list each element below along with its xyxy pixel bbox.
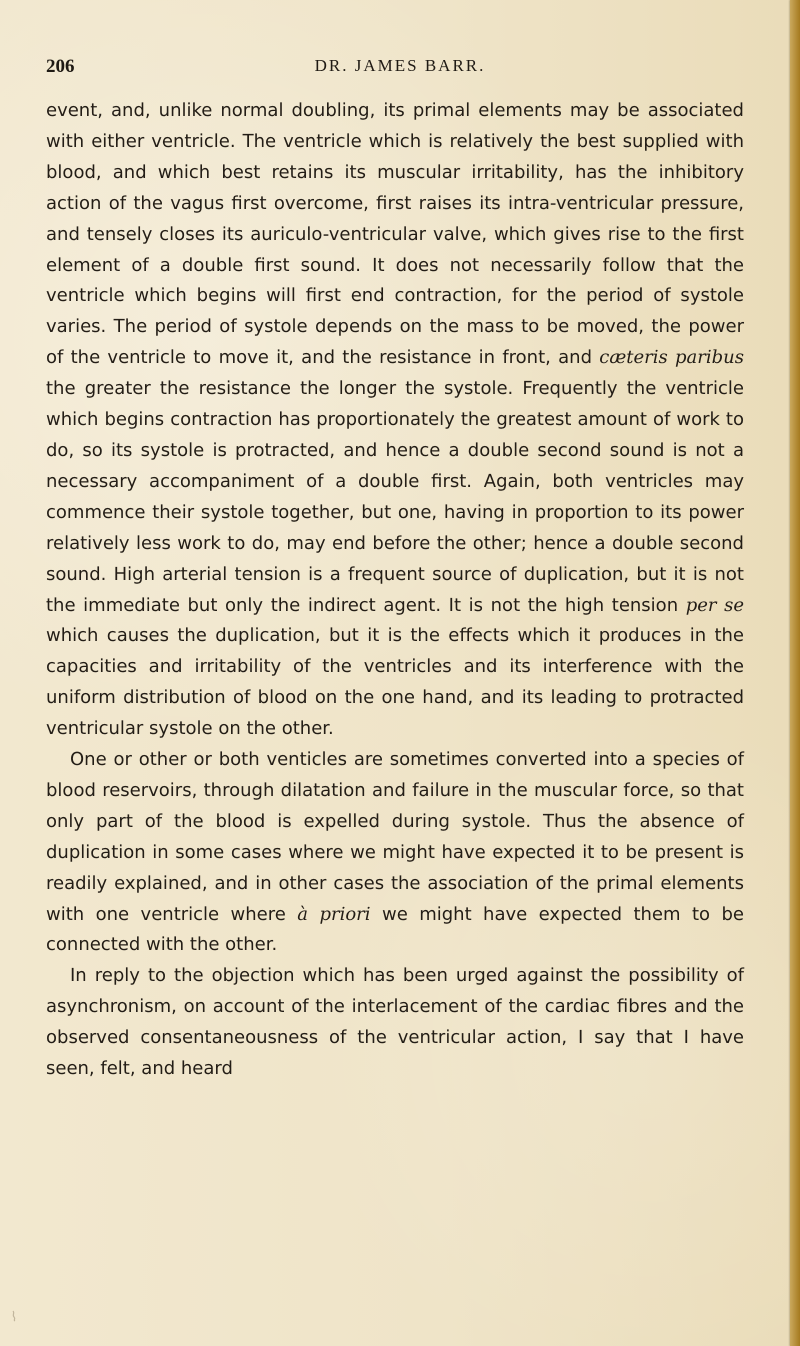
paragraph-1-text-part-1: event, and, unlike normal doubling, its primal elements may be associated with either ventricle. The ventricle which is relatively the best supplied with blood, and which best retains its muscular irritability, has the inhibitory action of the vagus first overcome, first raises its intra-ventricular pressure, and tensely closes its auriculo-ventricular valve, which gives rise to the first element of a double first sound. It does not necessarily follow that the ventricle which begins will first end contraction, for the period of systole varies. The period of systole depends on the mass to be moved, the power of the ventricle to move it, and the resistance in front, and <box>46 100 744 369</box>
paragraph-1-text-part-3: which causes the duplication, but it is the effects which it produces in the capacities and irritability of the ventricles and its interference with the uniform distribution of blood on the one hand, and its leading to protracted ventricular systole on the other. <box>46 625 744 740</box>
paragraph-1-italic-caeteris-paribus: cæteris paribus <box>599 347 744 369</box>
paragraph-3 <box>46 961 744 1085</box>
paragraph-3-text: In reply to the objection which has been urged against the possibility of asynchronism, on account of the interlacement of the cardiac fibres and the observed consentaneousness of the ventricular action, I say that I have seen, felt, and heard <box>46 965 744 1080</box>
book-spine-edge <box>790 0 800 1346</box>
paragraph-2-text-part-1: One or other or both venticles are sometimes converted into a species of blood reservoirs, through dilatation and failure in the muscular force, so that only part of the blood is expelled during systole. Thus the absence of duplication in some cases where we might have expected it to be present is readily explained, and in other cases the association of the primal elements with one ventricle where <box>46 749 744 925</box>
paragraph-1-text-part-2: the greater the resistance the longer the systole. Frequently the ventricle which begins contraction has proportionately the greatest amount of work to do, so its systole is protracted, and hence a double second sound is not a necessary accompaniment of a double first. Again, both ventricles may commence their systole together, but one, having in proportion to its power relatively less work to do, may end before the other; hence a double second sound. High arterial tension is a frequent source of duplication, but it is not the immediate but only the indirect agent. It is not the high tension <box>46 378 744 616</box>
paragraph-2 <box>46 745 744 961</box>
document-body <box>46 96 744 1085</box>
paragraph-2-text-part-2: we might have expected them to be connected with the other. <box>46 903 744 956</box>
paragraph-1-italic-per-se: per se <box>685 594 745 616</box>
page-number: 206 <box>46 56 75 77</box>
page-smudge-icon <box>11 1310 19 1322</box>
running-head: DR. JAMES BARR. <box>314 56 486 75</box>
paragraph-1 <box>46 96 744 745</box>
paragraph-2-italic-a-priori: à priori <box>297 903 371 925</box>
page-header <box>0 56 800 96</box>
